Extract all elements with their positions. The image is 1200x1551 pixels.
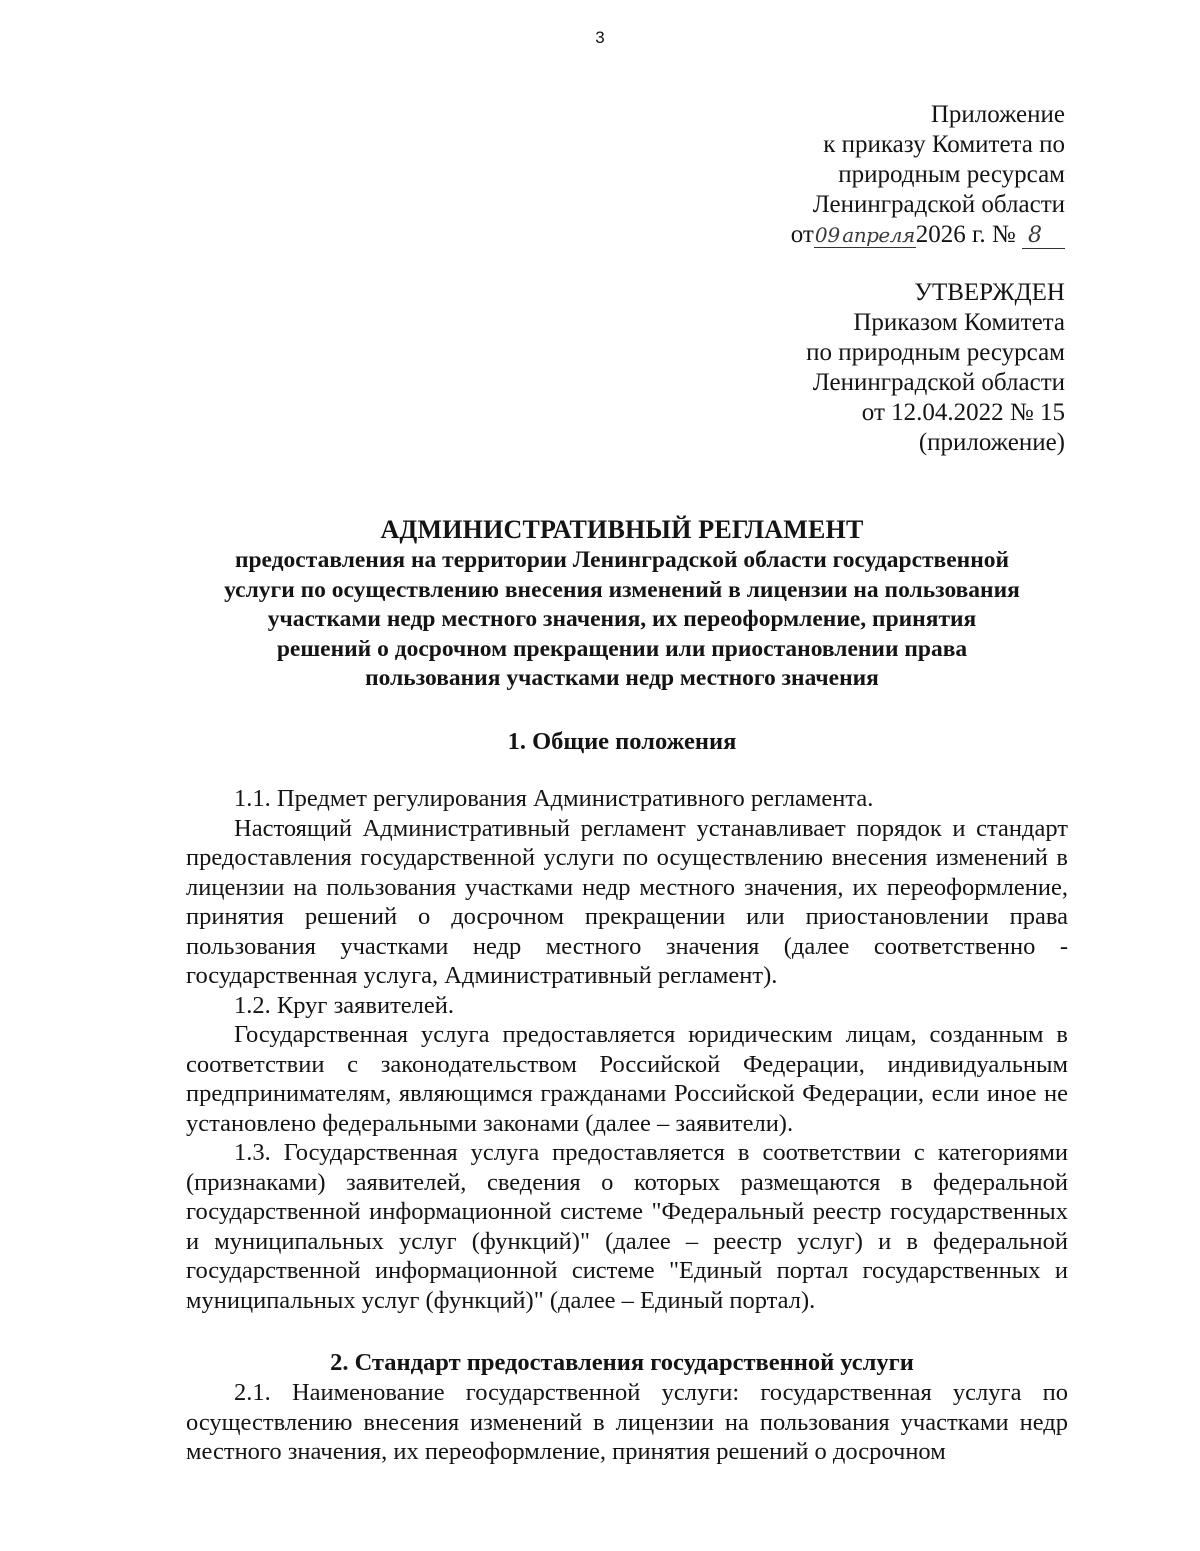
section-heading-general: 1. Общие положения [507, 728, 737, 755]
approved-block [806, 278, 1065, 458]
document-subtitle-line: участками недр местного значения, их переоформление, принятия [267, 606, 977, 632]
appendix-block [791, 100, 1065, 250]
appendix-line: природным ресурсам [838, 161, 1065, 188]
appendix-line: Приложение [930, 101, 1065, 128]
appendix-line: Ленинградской области [812, 191, 1065, 218]
paragraph: 1.2. Круг заявителей. [234, 991, 454, 1019]
document-title-block [150, 514, 1094, 694]
paragraph: Государственная услуга предоставляется юридическим лицам, созданным в соответствии с законодательством Российской Федерации, индивидуальным предпринимателям, являющимся гражданами Российской Федерации, если иное не установлено федеральными законами (далее – заявители). [186, 1021, 1068, 1137]
paragraph: 1.1. Предмет регулирования Административного регламента. [234, 785, 874, 812]
document-subtitle-line: решений о досрочном прекращении или приостановлении права [276, 635, 968, 662]
year-text: 2026 г. № [915, 221, 1016, 248]
handwritten-month: апреля [842, 223, 915, 247]
approved-line: по природным ресурсам [806, 339, 1065, 366]
approved-line: Приказом Комитета [853, 309, 1065, 336]
section-body-general [186, 784, 1068, 1315]
document-subtitle-line: услуги по осуществлению внесения изменений в лицензии на пользования [224, 576, 1020, 603]
document-title: АДМИНИСТРАТИВНЫЙ РЕГЛАМЕНТ [380, 515, 864, 544]
approved-title: УТВЕРЖДЕН [914, 279, 1065, 306]
section-heading-standard: 2. Стандарт предоставления государственной услуги [330, 1349, 914, 1376]
paragraph: Настоящий Административный регламент устанавливает порядок и стандарт предоставления государственной услуги по осуществлению внесения изменений в лицензии на пользования участками недр местного значения, их переоформление, принятия решений о досрочном прекращении или приостановлении права пользования участками недр местного значения (далее соответственно - государственная услуга, Административный регламент). [186, 814, 1068, 989]
approved-line: (приложение) [918, 429, 1065, 456]
document-subtitle-line: предоставления на территории Ленинградской области государственной [234, 547, 1010, 573]
page-number: 3 [595, 28, 605, 47]
handwritten-number: 8 [1022, 224, 1065, 249]
document-subtitle-line: пользования участками недр местного значения [365, 665, 879, 691]
appendix-line: к приказу Комитета по [823, 131, 1065, 158]
section-body-standard [186, 1378, 1068, 1467]
date-prefix: от [790, 221, 814, 248]
appendix-date-line [791, 220, 1065, 250]
paragraph: 2.1. Наименование государственной услуги: государственная услуга по осуществлению внесения изменений в лицензии на пользования участками недр местного значения, их переоформление, принятия решений о досрочном [186, 1379, 1068, 1465]
approved-line: Ленинградской области [812, 369, 1065, 396]
paragraph: 1.3. Государственная услуга предоставляется в соответствии с категориями (признаками) заявителей, сведения о которых размещаются в федеральной государственной информационной системе "Федеральный реестр государственных и муниципальных услуг (функций)" (далее – реестр услуг) и в федеральной государственной информационной системе "Единый портал государственных и муниципальных услуг (функций)" (далее – Единый портал). [186, 1139, 1068, 1314]
approved-line: от 12.04.2022 № 15 [861, 399, 1065, 426]
handwritten-day: 09 [814, 223, 841, 247]
